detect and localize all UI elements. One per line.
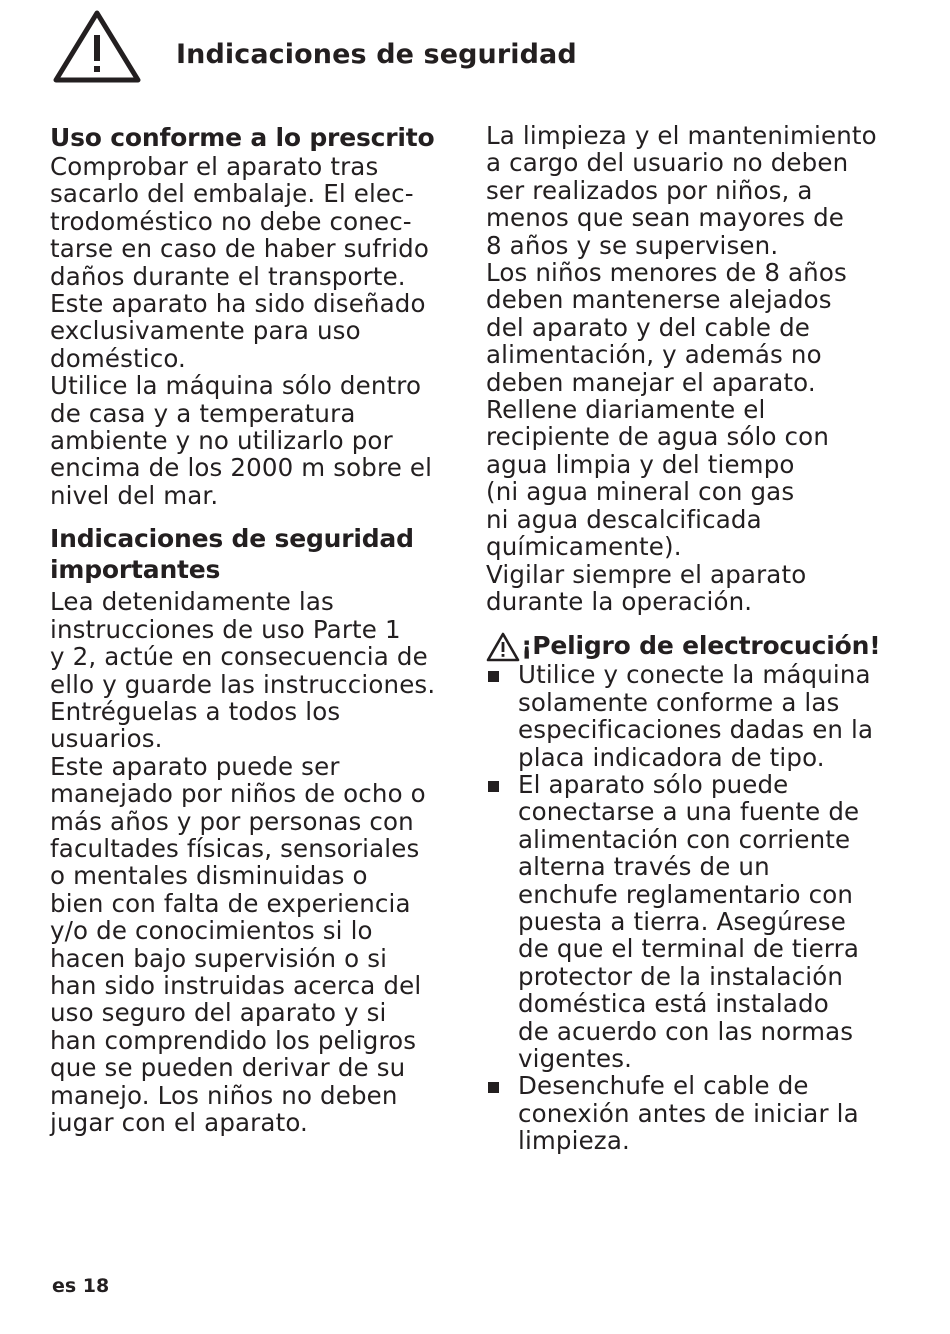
- page-number: es 18: [52, 1275, 110, 1297]
- electrocution-warning: [486, 631, 906, 1154]
- list-item: Desenchufe el cable de conexión antes de iniciar la limpieza.: [486, 1072, 906, 1154]
- list-item: Utilice y conecte la máquina solamente conforme a las especificaciones dadas en la placa indicadora de tipo.: [486, 661, 906, 771]
- warning-triangle-icon: [52, 8, 142, 84]
- bullet-square-icon: [488, 1082, 499, 1093]
- children-and-water-text: La limpieza y el mantenimiento a cargo del usuario no deben ser realizados por niños, a menos que sean mayores de 8 años y se supervisen. Los niños menores de 8 años deben mantenerse alejados del aparato y del cable de alimentación, y además no deben manejar el aparato. Rellene diariamente el recipiente de agua sólo con agua limpia y del tiempo (ni agua mineral con gas ni agua descalcificada químicamente). Vigilar siempre el aparato durante la operación.: [486, 121, 877, 616]
- section-heading-intended-use: Uso conforme a lo prescrito: [50, 123, 435, 152]
- page-title: Indicaciones de seguridad: [176, 39, 577, 70]
- left-column: [50, 122, 460, 1136]
- list-item: El aparato sólo puede conectarse a una fuente de alimentación con corriente alterna través de un enchufe reglamentario con puesta a tierra. Asegúrese de que el terminal de tierra protector de la instalación doméstica está instalado de acuerdo con las normas vigentes.: [486, 771, 906, 1072]
- section-heading-important-safety: Indicaciones de seguridad importantes: [50, 524, 414, 585]
- intended-use-text: Comprobar el aparato tras sacarlo del embalaje. El elec- trodoméstico no debe conec- tarse en caso de haber sufrido daños durante el transporte. Este aparato ha sido diseñado exclusivamente para uso doméstico. Utilice la máquina sólo dentro de casa y a temperatura ambiente y no utilizarlo por encima de los 2000 m sobre el nivel del mar.: [50, 152, 433, 510]
- warning-triangle-icon: [486, 632, 520, 662]
- page-header: [52, 8, 892, 84]
- bullet-square-icon: [488, 781, 499, 792]
- bullet-square-icon: [488, 671, 499, 682]
- right-column: [486, 122, 906, 1155]
- electrocution-heading: ¡Peligro de electrocución!: [521, 631, 881, 661]
- important-safety-text: Lea detenidamente las instrucciones de uso Parte 1 y 2, actúe en consecuencia de ello y guarde las instrucciones. Entréguelas a todos los usuarios. Este aparato puede ser manejado por niños de ocho o más años y por personas con facultades físicas, sensoriales o mentales disminuidas o bien con falta de experiencia y/o de conocimientos si lo hacen bajo supervisión o si han sido instruidas acerca del uso seguro del aparato y si han comprendido los peligros que se pueden derivar de su manejo. Los niños no deben jugar con el aparato.: [50, 587, 436, 1137]
- electrocution-list: [486, 661, 906, 1154]
